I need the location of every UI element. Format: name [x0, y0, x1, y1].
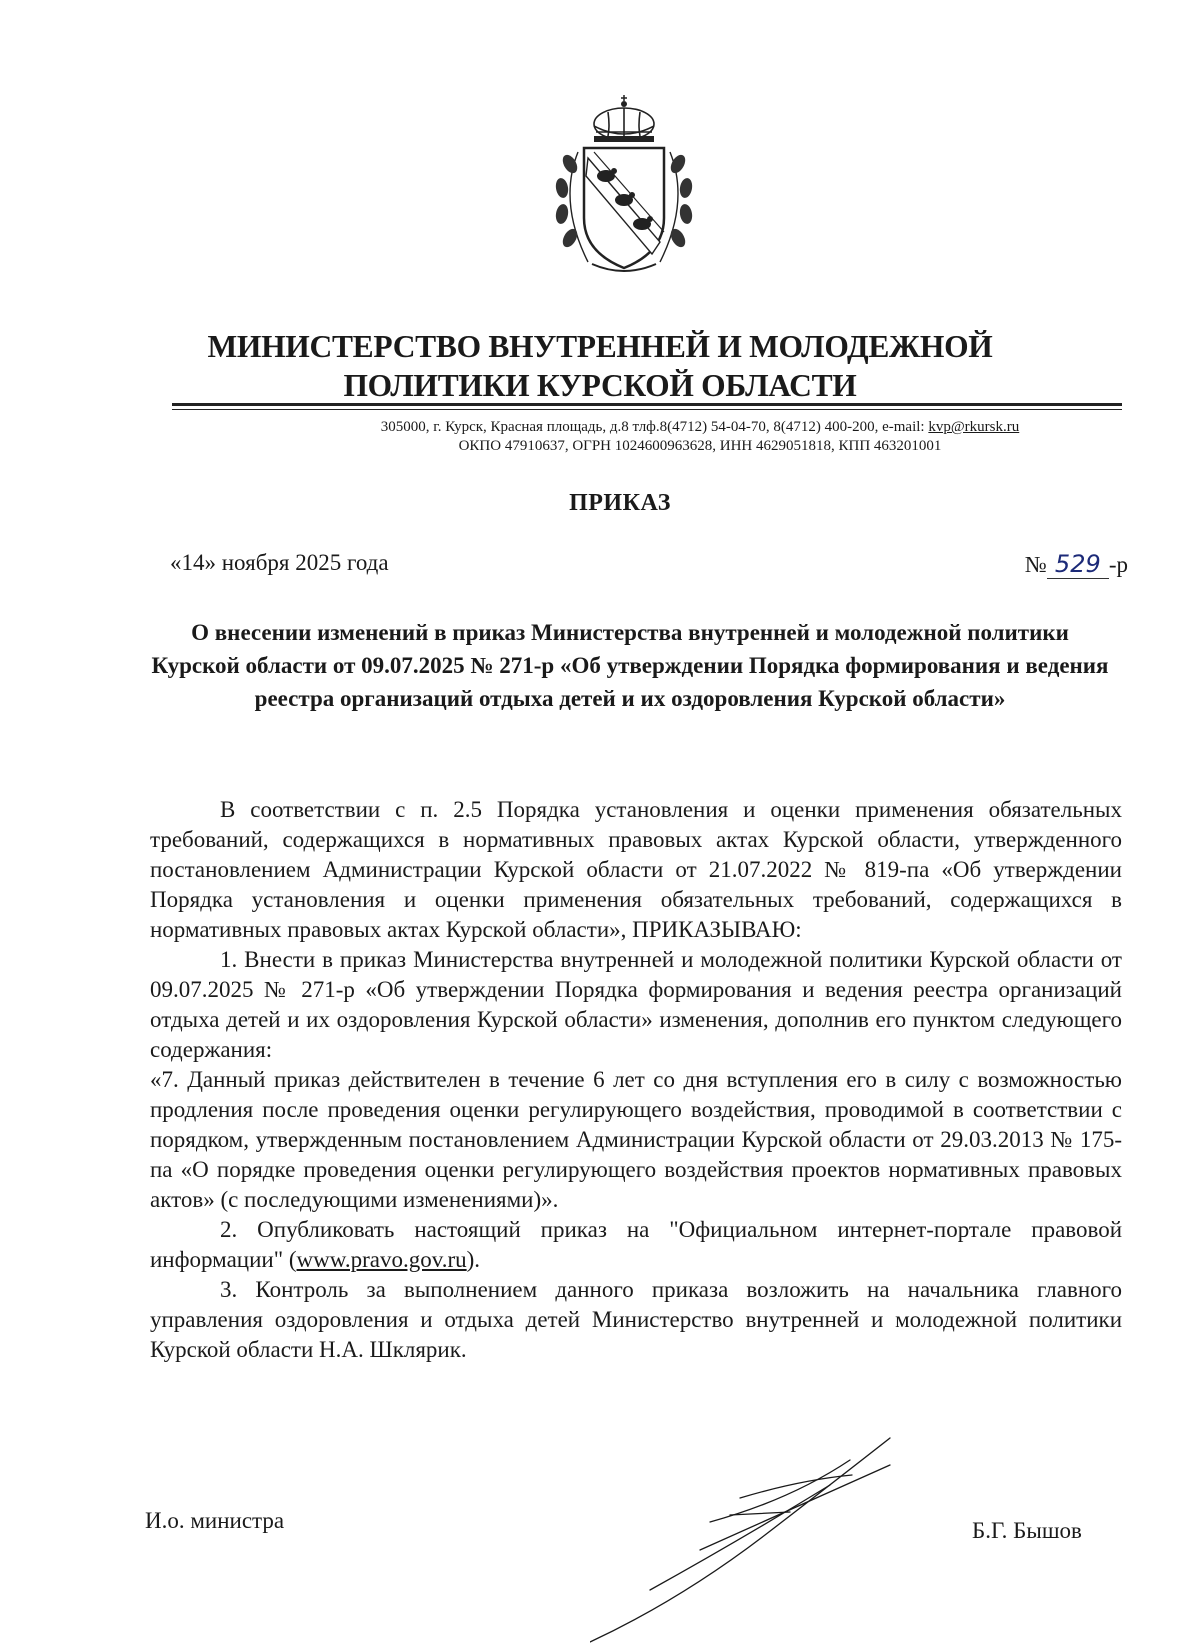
order-heading: О внесении изменений в приказ Министерства внутренней и молодежной политики Курской области от 09.07.2025 № 271-р «Об утверждении Порядка формирования и ведения реестра организаций отдыха детей и их оздоровления Курской области»	[151, 620, 1109, 711]
handwritten-number: 529	[1047, 550, 1109, 579]
coat-of-arms-emblem	[548, 92, 700, 282]
ministry-title-line1: МИНИСТЕРСТВО ВНУТРЕННЕЙ И МОЛОДЕЖНОЙ	[207, 329, 993, 364]
number-suffix: -р	[1108, 552, 1128, 577]
document-type: ПРИКАЗ	[569, 490, 671, 516]
item-1-paragraph: 1. Внести в приказ Министерства внутренней и молодежной политики Курской области от 09.07.2025 № 271-р «Об утверждении Порядка формирования и ведения реестра организаций отдыха детей и их оздоровления Курской области» изменения, дополнив его пунктом следующего содержания:	[150, 947, 1122, 1062]
signatory-role: И.о. министра	[145, 1508, 285, 1533]
address-phones: 305000, г. Курск, Красная площадь, д.8 тлф.8(4712) 54-04-70, 8(4712) 400-200, e-mail:	[380, 419, 929, 435]
number-sign: №	[1024, 552, 1047, 577]
ministry-title-line2: ПОЛИТИКИ КУРСКОЙ ОБЛАСТИ	[343, 368, 857, 403]
pravo-portal-link[interactable]: www.pravo.gov.ru	[296, 1247, 467, 1272]
order-date: «14» ноября 2025 года	[170, 550, 389, 575]
header-divider-thin	[172, 409, 1122, 410]
item-3-paragraph: 3. Контроль за выполнением данного приказа возложить на начальника главного управления оздоровления и отдыха детей Министерство внутренней и молодежной политики Курской области Н.А. Шклярик.	[150, 1277, 1122, 1362]
header-divider-thick	[172, 403, 1122, 406]
signatory-name: Б.Г. Бышов	[972, 1518, 1082, 1543]
contact-line-registry: ОКПО 47910637, ОГРН 1024600963628, ИНН 4629051818, КПП 463201001	[458, 438, 942, 454]
ministry-title	[200, 327, 1000, 405]
item-1-quote-paragraph: «7. Данный приказ действителен в течение 6 лет со дня вступления его в силу с возможностью продления после проведения оценки регулирующего воздействия, проводимой в соответствии с порядком, утвержденным постановлением Администрации Курской области от 29.03.2013 № 175-па «О порядке проведения оценки регулирующего воздействия проектов нормативных правовых актов» (с последующими изменениями)».	[150, 1067, 1122, 1212]
item-2-end: ).	[466, 1247, 481, 1272]
contact-line-address	[290, 418, 1110, 437]
contact-details	[290, 418, 1110, 456]
item-2-paragraph	[150, 1215, 1122, 1275]
email-link[interactable]: kvp@rkursk.ru	[928, 419, 1020, 435]
preamble-paragraph: В соответствии с п. 2.5 Порядка установления и оценки применения обязательных требований, содержащихся в нормативных правовых актах Курской области, утвержденного постановлением Администрации Курской области от 21.07.2022 № 819-па «Об утверждении Порядка установления и оценки применения обязательных требований, содержащихся в нормативных правовых актах Курской области», ПРИКАЗЫВАЮ:	[150, 797, 1122, 942]
handwritten-signature	[590, 1430, 950, 1645]
item-2-text: 2. Опубликовать настоящий приказ на "Официальном интернет-портале правовой информации" (	[150, 1217, 1122, 1272]
order-number	[1025, 550, 1128, 579]
order-body	[150, 795, 1122, 1365]
